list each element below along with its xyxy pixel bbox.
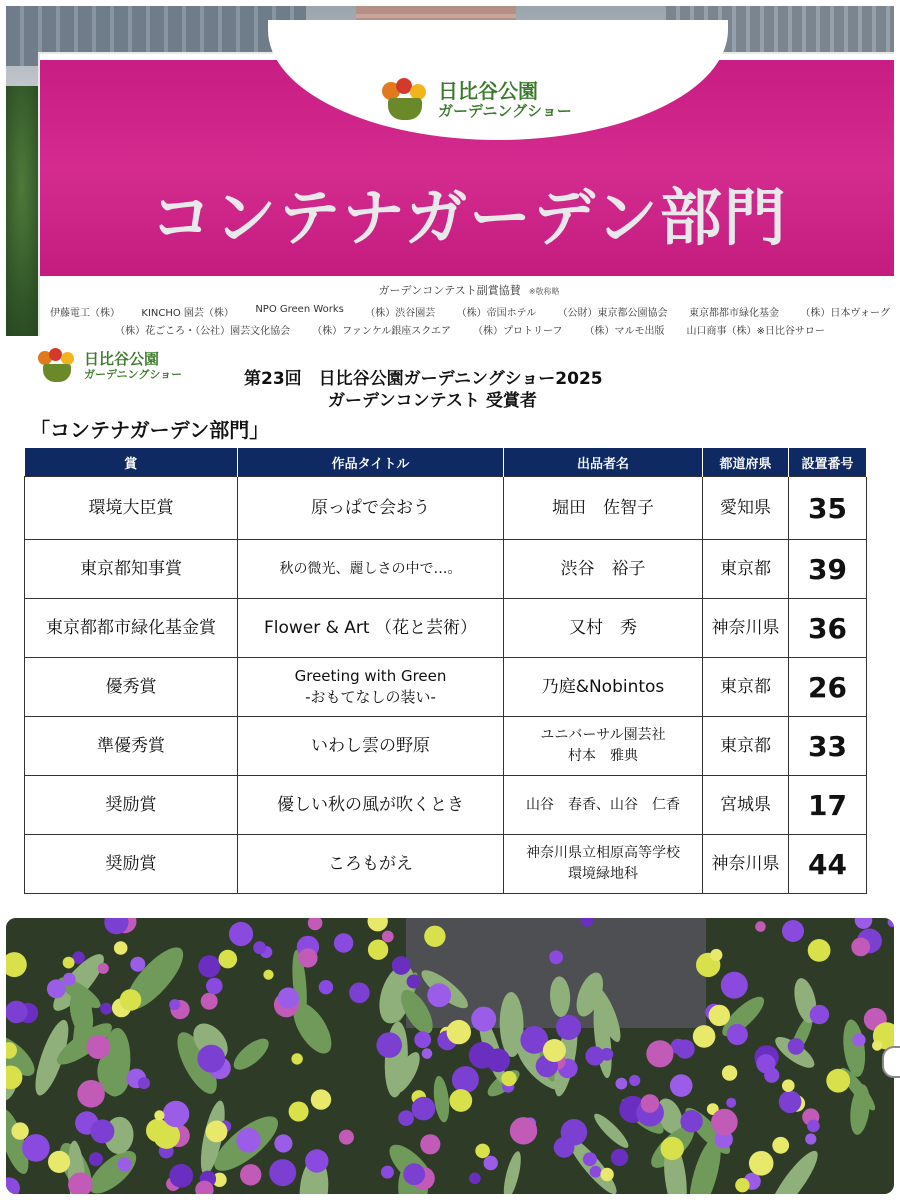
flower-bloom <box>398 1110 414 1126</box>
number-cell: 39 <box>789 540 867 599</box>
flower-bloom <box>201 993 218 1010</box>
flower-bloom <box>47 979 66 998</box>
table-row <box>25 477 867 540</box>
document-logo-subname: ガーデニングショー <box>84 367 183 381</box>
flower-bloom <box>263 970 273 980</box>
flower-bloom <box>138 1077 150 1089</box>
flower-bloom <box>86 1035 110 1059</box>
flower-bloom <box>583 1152 597 1166</box>
flower-bloom <box>305 1149 328 1172</box>
event-title: 第23回 日比谷公園ガーデニングショー2025 <box>244 369 603 389</box>
award-cell: 環境大臣賞 <box>25 477 238 540</box>
document-logo <box>36 348 182 384</box>
flower-bloom <box>561 1119 588 1146</box>
flower-bloom <box>169 999 180 1010</box>
flower-bloom <box>484 1156 498 1170</box>
document-logo-name: 日比谷公園 <box>84 349 160 368</box>
flower-bloom <box>452 1066 479 1093</box>
sponsor-name: （株）帝国ホテル <box>456 308 537 319</box>
flower-bloom <box>236 1128 261 1153</box>
flower-bloom <box>63 957 75 969</box>
flower-bloom <box>269 1159 296 1186</box>
flower-bloom <box>334 933 353 952</box>
flower-bloom <box>420 1134 440 1154</box>
award-cell: 東京都都市緑化基金賞 <box>25 599 238 658</box>
flower-bloom <box>807 1120 820 1133</box>
sponsor-row <box>50 304 890 319</box>
sponsor-name: KINCHO 園芸（株） <box>141 308 234 319</box>
flower-bloom <box>169 1164 193 1188</box>
flower-bloom <box>114 941 128 955</box>
title-cell <box>238 658 504 717</box>
flower-bloom <box>670 1074 693 1097</box>
entrant-cell: 又村 秀 <box>504 599 703 658</box>
flower-bloom <box>197 1045 225 1073</box>
flower-basket-logo-icon <box>380 78 432 122</box>
flower-bloom <box>424 926 445 947</box>
flower-bloom <box>403 1163 425 1185</box>
title-cell: ころもがえ <box>238 835 504 894</box>
flower-bloom <box>826 1069 850 1093</box>
flower-bloom <box>163 1101 190 1128</box>
flower-bloom <box>680 1110 702 1132</box>
sponsor-name: （公財）東京都公園協会 <box>557 308 668 319</box>
flower-bloom <box>851 938 870 957</box>
sign-pink-panel <box>40 60 894 276</box>
flower-bloom <box>382 931 394 943</box>
flower-bloom <box>274 1134 292 1152</box>
flower-bloom <box>206 978 223 995</box>
flower-basket-logo-icon <box>36 348 80 384</box>
table-row <box>25 658 867 717</box>
flower-bloom <box>710 949 722 961</box>
column-header-title: 作品タイトル <box>238 448 504 477</box>
flower-bloom <box>118 1157 132 1171</box>
column-header-entrant: 出品者名 <box>504 448 703 477</box>
flower-bloom <box>414 1031 431 1048</box>
flower-bloom <box>585 1046 604 1065</box>
table-row <box>25 540 867 599</box>
entrant-cell: 堀田 佐智子 <box>504 477 703 540</box>
prefecture-cell: 愛知県 <box>703 477 789 540</box>
table-row <box>25 599 867 658</box>
flower-bloom <box>475 1144 490 1159</box>
flower-bloom <box>100 1003 112 1015</box>
flower-bloom <box>722 1065 737 1080</box>
flower-bloom <box>469 1042 496 1069</box>
flower-bloom <box>376 1032 402 1058</box>
flower-bloom <box>549 950 563 964</box>
number-cell: 17 <box>789 776 867 835</box>
prefecture-cell: 東京都 <box>703 717 789 776</box>
flower-bloom <box>711 1109 738 1136</box>
number-cell: 33 <box>789 717 867 776</box>
sponsor-name: NPO Green Works <box>255 304 344 315</box>
prefecture-cell: 神奈川県 <box>703 599 789 658</box>
entrant-cell: 山谷 春香、山谷 仁香 <box>504 776 703 835</box>
sponsor-name: （株）ファンケル銀座スクエア <box>312 326 451 336</box>
flower-bloom <box>22 1134 50 1162</box>
entrant-cell: 乃庭&Nobintos <box>504 658 703 717</box>
sponsor-title <box>40 282 894 298</box>
flower-bloom <box>810 1005 829 1024</box>
flower-bloom <box>629 1075 640 1086</box>
flower-bloom <box>872 1040 882 1050</box>
flower-bloom <box>206 1121 228 1143</box>
sponsor-name: 山口商事（株）※日比谷サロー <box>686 326 825 336</box>
flower-bloom <box>600 1168 613 1181</box>
flower-bloom <box>735 1178 749 1192</box>
table-row <box>25 835 867 894</box>
column-header-prefecture: 都道府県 <box>703 448 789 477</box>
flower-bloom <box>471 1007 496 1032</box>
flower-bloom <box>727 1024 748 1045</box>
flower-bloom <box>392 956 411 975</box>
flower-bloom <box>852 1033 865 1046</box>
sign-photo <box>6 6 894 336</box>
flower-bloom <box>469 1173 481 1185</box>
award-cell: 優秀賞 <box>25 658 238 717</box>
flower-bloom <box>319 980 333 994</box>
flower-bloom <box>48 1151 70 1173</box>
flower-bloom <box>772 1137 789 1154</box>
flower-bloom <box>291 1053 302 1064</box>
title-cell: Flower & Art （花と芸術） <box>238 599 504 658</box>
entrant-cell <box>504 717 703 776</box>
sign-logo <box>380 78 572 122</box>
sponsor-name: 東京都都市緑化基金 <box>688 308 779 319</box>
flower-bloom <box>709 1005 730 1026</box>
prefecture-cell: 神奈川県 <box>703 835 789 894</box>
flower-bloom <box>90 1119 114 1143</box>
flower-bloom <box>253 941 266 954</box>
flower-bloom <box>590 1166 602 1178</box>
sponsor-note: ※敬称略 <box>528 287 560 296</box>
flower-bloom <box>229 922 253 946</box>
entrant-cell <box>504 835 703 894</box>
flower-bloom <box>89 1152 103 1166</box>
flower-bloom <box>782 920 804 942</box>
number-cell: 44 <box>789 835 867 894</box>
flower-bloom <box>339 1130 354 1145</box>
prefecture-cell: 東京都 <box>703 540 789 599</box>
award-cell: 準優秀賞 <box>25 717 238 776</box>
flower-bloom <box>501 1071 516 1086</box>
entrant-line: 村本 雅典 <box>568 748 638 764</box>
number-cell: 36 <box>789 599 867 658</box>
sponsor-name: （株）プロトリーフ <box>473 326 563 336</box>
sponsor-name: 伊藤電工（株） <box>50 308 120 319</box>
flower-bloom <box>808 939 831 962</box>
flower-bloom <box>616 1078 628 1090</box>
flower-bed-illustration <box>6 918 894 1194</box>
flower-bloom <box>782 1079 795 1092</box>
flower-bloom <box>749 1151 774 1176</box>
flower-bloom <box>311 1089 331 1109</box>
sponsor-row <box>50 322 890 336</box>
title-cell: 優しい秋の風が吹くとき <box>238 776 504 835</box>
flower-bloom <box>805 1133 816 1144</box>
prefecture-cell: 東京都 <box>703 658 789 717</box>
flower-bloom <box>6 1001 28 1024</box>
sponsor-title-text: ガーデンコンテスト副賞協賛 <box>378 284 521 297</box>
flower-bloom <box>219 950 238 969</box>
flower-bloom <box>726 1098 736 1108</box>
entrant-line: ユニバーサル園芸社 <box>540 727 666 743</box>
table-row <box>25 717 867 776</box>
sign-logo-subname: ガーデニングショー <box>438 102 572 120</box>
flower-bloom <box>368 940 388 960</box>
award-cell: 奨励賞 <box>25 776 238 835</box>
sponsor-name: （株）日本ヴォーグ <box>800 308 890 319</box>
award-cell: 東京都知事賞 <box>25 540 238 599</box>
flower-bloom <box>543 1039 566 1062</box>
prefecture-cell: 宮城県 <box>703 776 789 835</box>
flower-bloom <box>349 983 370 1004</box>
column-header-number: 設置番号 <box>789 448 867 477</box>
sponsor-name: （株）マルモ出版 <box>584 326 665 336</box>
entrant-line: 環境緑地科 <box>568 866 638 882</box>
flower-bloom <box>693 1025 716 1048</box>
entrant-cell: 渋谷 裕子 <box>504 540 703 599</box>
flower-bloom <box>77 1080 105 1108</box>
flower-bloom <box>278 987 299 1008</box>
flower-bloom <box>721 972 748 999</box>
table-header-row <box>25 448 867 477</box>
sponsor-name: （株）渋谷園芸 <box>365 308 436 319</box>
title-cell: いわし雲の野原 <box>238 717 504 776</box>
event-subtitle: ガーデンコンテスト 受賞者 <box>328 391 537 411</box>
flower-bloom <box>412 1097 436 1121</box>
flower-bloom <box>381 1166 394 1179</box>
flower-bloom <box>556 1015 581 1040</box>
flower-bloom <box>98 963 109 974</box>
flower-bloom <box>641 1094 660 1113</box>
title-cell: 秋の微光、麗しさの中で…。 <box>238 540 504 599</box>
flower-bloom <box>407 975 421 989</box>
title-cell: 原っぱで会おう <box>238 477 504 540</box>
flower-bloom <box>661 1137 684 1160</box>
sponsor-name: （株）花ごころ・（公社）園芸文化協会 <box>115 326 291 336</box>
flower-bloom <box>755 921 766 932</box>
flower-bloom <box>154 1110 164 1120</box>
category-title: 「コンテナガーデン部門」 <box>30 418 270 442</box>
flower-bloom <box>646 1040 673 1067</box>
sign-logo-name: 日比谷公園 <box>438 79 538 103</box>
sign-heading: コンテナガーデン部門 <box>150 181 788 254</box>
flower-bloom <box>611 1149 628 1166</box>
flower-bloom <box>756 1054 775 1073</box>
title-line: Greeting with Green <box>294 667 447 685</box>
flower-bloom <box>788 1038 805 1055</box>
table-row <box>25 776 867 835</box>
flower-bloom <box>422 1048 433 1059</box>
flower-photo <box>6 918 894 1194</box>
flower-bloom <box>449 1089 472 1112</box>
flower-bloom <box>510 1117 537 1144</box>
flower-bloom <box>447 1020 471 1044</box>
number-cell: 35 <box>789 477 867 540</box>
flower-bloom <box>779 1091 802 1114</box>
flower-bloom <box>240 1164 261 1185</box>
flower-bloom <box>120 989 142 1011</box>
entrant-line: 神奈川県立相原高等学校 <box>526 845 680 861</box>
flower-bloom <box>289 1102 309 1122</box>
column-header-award: 賞 <box>25 448 238 477</box>
results-table <box>24 448 867 894</box>
flower-bloom <box>676 1040 695 1059</box>
flower-bloom <box>198 955 220 977</box>
flower-bloom <box>298 948 317 967</box>
sign-board <box>40 54 894 336</box>
award-cell: 奨励賞 <box>25 835 238 894</box>
flower-bloom <box>63 973 76 986</box>
flower-bloom <box>11 1122 28 1139</box>
number-cell: 26 <box>789 658 867 717</box>
title-line: -おもてなしの装い- <box>305 688 436 706</box>
photo-edge-icon <box>882 1046 900 1078</box>
flower-bloom <box>130 957 145 972</box>
flower-bloom <box>427 983 451 1007</box>
